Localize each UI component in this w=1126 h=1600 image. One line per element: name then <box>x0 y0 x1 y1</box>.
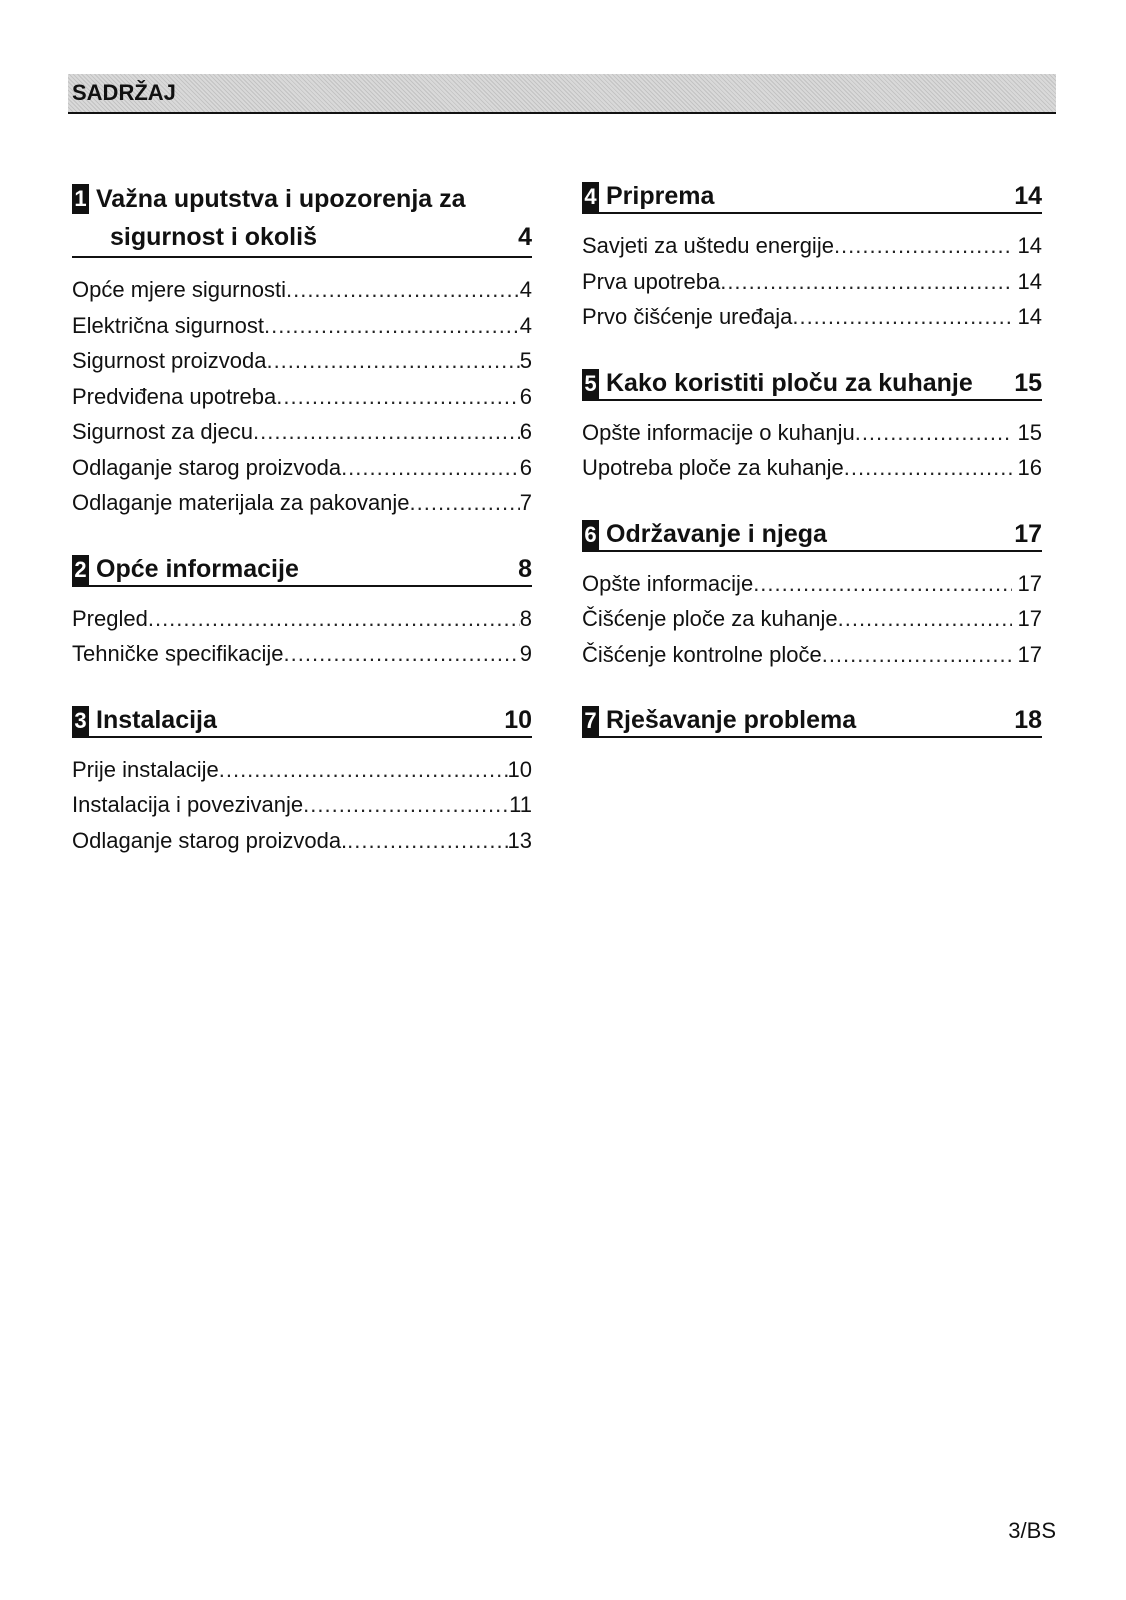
section-title: Instalacija <box>96 705 217 734</box>
toc-section-5 <box>582 367 1042 486</box>
toc-section-7 <box>582 704 1042 738</box>
toc-leader-dots <box>286 272 520 308</box>
toc-entry[interactable] <box>72 272 532 308</box>
toc-entry-page: 7 <box>519 490 532 515</box>
toc-entry-label: Opšte informacije <box>582 570 754 596</box>
toc-leader-dots <box>284 636 520 672</box>
toc-entry[interactable] <box>582 637 1042 673</box>
section-heading[interactable] <box>72 180 532 258</box>
section-heading[interactable] <box>582 367 1042 401</box>
toc-entry-page: 4 <box>519 312 532 338</box>
toc-entry-label: Odlaganje starog proizvoda. <box>72 827 348 853</box>
page-number-footer: 3/BS <box>1008 1518 1056 1543</box>
section-page-number: 18 <box>1014 706 1042 734</box>
toc-entry-label: Čišćenje kontrolne ploče <box>582 641 822 667</box>
toc-entry[interactable] <box>72 787 532 823</box>
toc-entry[interactable] <box>72 414 532 450</box>
toc-entry-label: Čišćenje ploče za kuhanje <box>582 606 838 631</box>
toc-section-3 <box>72 704 532 859</box>
toc-entry-page: 10 <box>507 756 532 782</box>
toc-entry-label: Savjeti za uštedu energije <box>582 233 834 258</box>
toc-section-6 <box>582 518 1042 673</box>
toc-entry[interactable] <box>582 264 1042 300</box>
toc-entry-page: 17 <box>1017 606 1042 631</box>
section-heading[interactable] <box>582 518 1042 552</box>
toc-entry-label: Opšte informacije o kuhanju <box>582 419 855 445</box>
toc-leader-dots <box>266 343 519 379</box>
toc-leader-dots <box>341 450 520 486</box>
toc-entry[interactable] <box>72 379 532 415</box>
section-title: Održavanje i njega <box>606 519 827 548</box>
toc-entry[interactable] <box>72 823 532 859</box>
toc-entry-page: 15 <box>1017 419 1042 445</box>
section-page-number: 10 <box>504 705 532 734</box>
toc-leader-dots <box>264 308 520 344</box>
toc-leader-dots <box>838 601 1012 637</box>
toc-entry-label: Sigurnost proizvoda <box>72 348 267 373</box>
section-page-number: 8 <box>518 554 532 583</box>
toc-section-2 <box>72 553 532 672</box>
toc-entry-page: 14 <box>1017 304 1042 329</box>
toc-entry-page: 11 <box>509 792 532 817</box>
toc-entry-page: 17 <box>1017 641 1042 667</box>
toc-section-1 <box>72 180 532 521</box>
toc-section-4 <box>582 180 1042 335</box>
section-number-badge: 3 <box>72 706 89 736</box>
toc-leader-dots <box>822 637 1012 673</box>
section-title: Opće informacije <box>96 554 299 583</box>
section-title: Rješavanje problema <box>606 706 857 734</box>
section-heading[interactable] <box>72 553 532 587</box>
section-heading[interactable] <box>582 180 1042 214</box>
toc-entry-page: 14 <box>1017 268 1042 294</box>
toc-entry-page: 8 <box>519 605 532 631</box>
toc-entry-label: Upotreba ploče za kuhanje <box>582 455 844 480</box>
toc-right-column <box>582 180 1042 770</box>
toc-entry-page: 5 <box>519 348 532 373</box>
toc-entry-page: 16 <box>1017 455 1042 480</box>
toc-leader-dots <box>720 264 1011 300</box>
contents-title: SADRŽAJ <box>72 80 176 105</box>
toc-entry-label: Električna sigurnost <box>72 312 264 338</box>
section-title-line2: sigurnost i okoliš <box>110 223 317 251</box>
toc-entry-label: Prva upotreba <box>582 268 721 294</box>
toc-leader-dots <box>834 228 1012 264</box>
toc-leader-dots <box>276 379 519 415</box>
section-number-badge: 7 <box>582 706 599 736</box>
section-number-badge: 1 <box>72 184 89 214</box>
section-number-badge: 2 <box>72 555 89 585</box>
toc-entry-label: Pregled <box>72 605 148 631</box>
section-heading[interactable] <box>72 704 532 738</box>
toc-leader-dots <box>253 414 520 450</box>
toc-entry[interactable] <box>72 450 532 486</box>
toc-entry[interactable] <box>582 450 1042 486</box>
toc-entry-label: Odlaganje starog proizvoda <box>72 454 342 480</box>
toc-entry-page: 17 <box>1017 570 1042 596</box>
toc-entry-page: 14 <box>1017 233 1042 258</box>
section-page-number: 15 <box>1014 368 1042 397</box>
toc-leader-dots <box>347 823 507 859</box>
toc-entry[interactable] <box>582 299 1042 335</box>
toc-entry-label: Tehničke specifikacije <box>72 641 284 666</box>
toc-entry[interactable] <box>582 228 1042 264</box>
toc-leader-dots <box>219 752 508 788</box>
section-number-badge: 5 <box>582 369 599 399</box>
toc-entry-label: Sigurnost za djecu <box>72 419 253 444</box>
toc-entry[interactable] <box>582 566 1042 602</box>
toc-leader-dots <box>148 601 520 637</box>
toc-leader-dots <box>410 485 520 521</box>
contents-header-bar <box>68 74 1056 114</box>
toc-leader-dots <box>792 299 1011 335</box>
toc-entry-label: Prije instalacije <box>72 756 219 782</box>
toc-entry-label: Prvo čišćenje uređaja <box>582 304 793 329</box>
toc-leader-dots <box>855 415 1012 451</box>
section-number-badge: 6 <box>582 520 599 550</box>
section-title: Kako koristiti ploču za kuhanje <box>606 368 973 397</box>
section-number-badge: 4 <box>582 182 599 212</box>
toc-entry-page: 13 <box>507 827 532 853</box>
toc-leader-dots <box>753 566 1011 602</box>
toc-entry[interactable] <box>72 601 532 637</box>
toc-entry[interactable] <box>582 415 1042 451</box>
section-heading[interactable] <box>582 704 1042 738</box>
toc-entry-label: Predviđena upotreba <box>72 383 277 409</box>
toc-entry[interactable] <box>72 343 532 379</box>
toc-entry[interactable] <box>72 752 532 788</box>
toc-entry-label: Instalacija i povezivanje <box>72 792 304 817</box>
toc-left-column <box>72 180 532 890</box>
toc-entry-page: 6 <box>519 419 532 444</box>
toc-entry-label: Opće mjere sigurnosti <box>72 277 286 302</box>
toc-entry[interactable] <box>72 485 532 521</box>
section-title-line1: Važna uputstva i upozorenja za <box>96 185 466 213</box>
section-page-number: 4 <box>518 223 532 251</box>
toc-entry[interactable] <box>72 308 532 344</box>
toc-entry[interactable] <box>582 601 1042 637</box>
toc-entry-page: 9 <box>519 641 532 666</box>
section-page-number: 14 <box>1014 182 1042 210</box>
toc-entry-page: 6 <box>519 454 532 480</box>
toc-entry-page: 6 <box>519 383 532 409</box>
toc-leader-dots <box>844 450 1012 486</box>
toc-entry-label: Odlaganje materijala za pakovanje <box>72 490 410 515</box>
toc-entry-page: 4 <box>519 277 532 302</box>
section-title: Priprema <box>606 182 715 210</box>
section-page-number: 17 <box>1014 519 1042 548</box>
toc-entry[interactable] <box>72 636 532 672</box>
toc-leader-dots <box>303 787 509 823</box>
